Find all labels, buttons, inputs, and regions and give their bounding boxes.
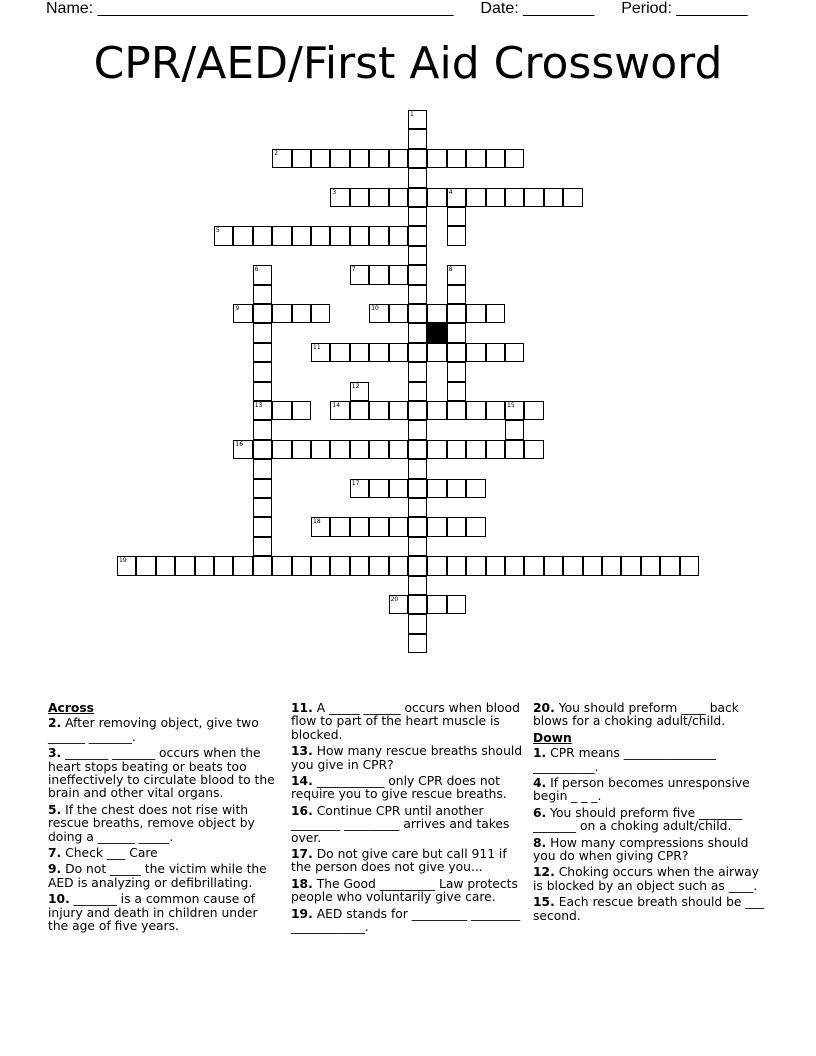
grid-cell[interactable] — [292, 440, 311, 459]
clue-text: The Good _________ Law protects people who voluntarily give care. — [291, 876, 518, 905]
clue-label: 12. — [533, 865, 555, 880]
grid-cell[interactable] — [544, 188, 563, 207]
clue-text: You should preform five _______ _______ on a choking adult/child. — [533, 805, 743, 834]
grid-cell[interactable] — [330, 401, 349, 420]
grid-cell[interactable] — [408, 110, 427, 129]
grid-cell[interactable] — [621, 556, 640, 575]
grid-cell[interactable] — [583, 556, 602, 575]
grid-cell[interactable] — [486, 401, 505, 420]
grid-cell[interactable] — [369, 226, 388, 245]
grid-cell[interactable] — [466, 149, 485, 168]
grid-cell[interactable] — [389, 343, 408, 362]
clue-text: Each rescue breath should be ___ second. — [533, 895, 764, 923]
clue-number: 8 — [448, 266, 453, 274]
clue-number: 6 — [254, 266, 259, 274]
grid-cell[interactable] — [253, 479, 272, 498]
clue-label: 9. — [48, 862, 62, 877]
grid-cell[interactable] — [253, 226, 272, 245]
grid-cell[interactable] — [330, 343, 349, 362]
clue-column-3 — [533, 702, 771, 926]
clue-label: 7. — [48, 846, 62, 861]
grid-cell[interactable] — [253, 556, 272, 575]
grid-cell[interactable] — [330, 556, 349, 575]
grid-cell[interactable] — [253, 401, 272, 420]
grid-cell[interactable] — [427, 304, 446, 323]
grid-cell[interactable] — [272, 304, 291, 323]
grid-cell[interactable] — [427, 188, 446, 207]
grid-cell[interactable] — [369, 440, 388, 459]
across-clue — [291, 702, 523, 742]
grid-cell[interactable] — [408, 226, 427, 245]
grid-cell[interactable] — [408, 343, 427, 362]
grid-cell[interactable] — [369, 517, 388, 536]
grid-cell[interactable] — [563, 556, 582, 575]
clue-text: Do not _____ the victim while the AED is analyzing or defibrillating. — [48, 862, 267, 890]
clue-text: How many rescue breaths should you give in CPR? — [291, 744, 523, 772]
date-field-label: Date: ________ — [480, 0, 595, 17]
grid-cell[interactable] — [408, 246, 427, 265]
grid-cell[interactable] — [505, 440, 524, 459]
grid-cell[interactable] — [272, 401, 291, 420]
grid-cell[interactable] — [408, 498, 427, 517]
clue-text: After removing object, give two ______ _______. — [48, 716, 259, 744]
clue-label: 6. — [533, 805, 547, 820]
grid-cell[interactable] — [350, 517, 369, 536]
down-clue — [533, 837, 771, 864]
grid-cell[interactable] — [447, 304, 466, 323]
across-clue — [48, 847, 280, 860]
clue-number: 5 — [216, 227, 220, 235]
grid-cell[interactable] — [447, 556, 466, 575]
grid-cell[interactable] — [369, 265, 388, 284]
grid-cell[interactable] — [292, 226, 311, 245]
grid-cell[interactable] — [253, 537, 272, 556]
grid-cell[interactable] — [311, 149, 330, 168]
grid-cell[interactable] — [214, 226, 233, 245]
clue-number: 17 — [351, 479, 360, 487]
grid-cell[interactable] — [563, 188, 582, 207]
grid-cell[interactable] — [408, 362, 427, 381]
grid-cell[interactable] — [389, 226, 408, 245]
clue-text: _______ is a common cause of injury and death in children under the age of five years. — [48, 892, 258, 934]
clue-number: 16 — [235, 440, 244, 448]
clue-number: 13 — [254, 402, 263, 409]
clue-number: 20 — [390, 596, 399, 603]
grid-cell[interactable] — [486, 149, 505, 168]
grid-cell[interactable] — [486, 343, 505, 362]
across-clue — [291, 848, 523, 875]
grid-cell[interactable] — [427, 556, 446, 575]
grid-cell[interactable] — [175, 556, 194, 575]
grid-cell[interactable] — [369, 401, 388, 420]
grid-cell[interactable] — [253, 517, 272, 536]
across-clue — [291, 775, 523, 802]
grid-cell[interactable] — [408, 168, 427, 187]
clue-number: 9 — [235, 305, 240, 312]
clue-text: _______ _______ occurs when the heart stops beating or beats too ineffectively to circulate blood to the brain and other vital organs. — [48, 746, 275, 801]
grid-cell[interactable] — [369, 343, 388, 362]
grid-cell[interactable] — [466, 188, 485, 207]
grid-cell[interactable] — [408, 517, 427, 536]
clue-label: 2. — [48, 716, 62, 731]
grid-cell[interactable] — [253, 382, 272, 401]
grid-cell[interactable] — [447, 382, 466, 401]
grid-cell[interactable] — [408, 285, 427, 304]
grid-cell[interactable] — [292, 304, 311, 323]
grid-cell[interactable] — [253, 323, 272, 342]
clue-label: 8. — [533, 835, 547, 850]
grid-cell[interactable] — [253, 420, 272, 439]
across-clue — [48, 804, 280, 844]
grid-cell[interactable] — [447, 401, 466, 420]
grid-cell[interactable] — [524, 440, 543, 459]
grid-cell[interactable] — [408, 595, 427, 614]
grid-cell[interactable] — [466, 401, 485, 420]
grid-cell[interactable] — [408, 537, 427, 556]
clue-text: A _____ ______ occurs when blood flow to part of the heart muscle is blocked. — [291, 701, 520, 742]
clue-label: 10. — [48, 892, 70, 907]
clue-number: 7 — [351, 266, 356, 274]
grid-cell[interactable] — [369, 479, 388, 498]
grid-cell[interactable] — [408, 304, 427, 323]
clue-number: 1 — [410, 111, 414, 118]
grid-cell[interactable] — [524, 188, 543, 207]
grid-cell[interactable] — [311, 556, 330, 575]
grid-cell[interactable] — [292, 401, 311, 420]
grid-cell[interactable] — [330, 226, 349, 245]
down-clue — [533, 807, 771, 834]
clue-text: Choking occurs when the airway is blocked by an object such as ____. — [533, 865, 759, 893]
grid-cell[interactable] — [195, 556, 214, 575]
down-heading: Down — [533, 730, 572, 745]
grid-cell[interactable] — [427, 479, 446, 498]
grid-cell[interactable] — [660, 556, 679, 575]
grid-cell[interactable] — [427, 517, 446, 536]
grid-cell[interactable] — [408, 129, 427, 148]
grid-cell[interactable] — [350, 226, 369, 245]
grid-cell[interactable] — [389, 265, 408, 284]
grid-cell[interactable] — [408, 401, 427, 420]
grid-cell[interactable] — [505, 188, 524, 207]
grid-cell[interactable] — [447, 265, 466, 284]
clue-label: 5. — [48, 802, 62, 817]
grid-cell[interactable] — [447, 517, 466, 536]
grid-cell[interactable] — [350, 401, 369, 420]
grid-cell[interactable] — [680, 556, 699, 575]
grid-cell[interactable] — [253, 440, 272, 459]
grid-cell[interactable] — [253, 304, 272, 323]
grid-cell[interactable] — [408, 323, 427, 342]
grid-cell[interactable] — [408, 614, 427, 633]
clue-text: If the chest does not rise with rescue breaths, remove object by doing a ______ _____. — [48, 802, 255, 844]
page-title: CPR/AED/First Aid Crossword — [93, 38, 723, 89]
grid-cell[interactable] — [427, 401, 446, 420]
clue-label: 17. — [291, 847, 313, 862]
clue-label: 16. — [291, 803, 313, 818]
grid-cell[interactable] — [486, 188, 505, 207]
grid-cell[interactable] — [427, 149, 446, 168]
clue-text: You should preform ____ back blows for a choking adult/child. — [533, 701, 739, 729]
grid-cell[interactable] — [505, 149, 524, 168]
grid-cell[interactable] — [253, 362, 272, 381]
across-clue — [533, 702, 771, 729]
clue-column-1 — [48, 702, 280, 937]
grid-cell[interactable] — [272, 440, 291, 459]
grid-cell[interactable] — [427, 440, 446, 459]
grid-cell[interactable] — [233, 556, 252, 575]
clue-label: 20. — [533, 701, 555, 715]
clue-label: 1. — [533, 746, 547, 761]
grid-cell[interactable] — [466, 556, 485, 575]
period-field-label: Period: ________ — [621, 0, 748, 17]
grid-cell[interactable] — [350, 382, 369, 401]
clue-number: 19 — [119, 557, 127, 565]
across-clue — [291, 805, 523, 845]
down-clue — [533, 747, 771, 774]
grid-cell[interactable] — [447, 362, 466, 381]
grid-cell[interactable] — [505, 556, 524, 575]
across-heading: Across — [48, 701, 94, 715]
clue-text: CPR means _______________ __________. — [533, 746, 717, 774]
clue-label: 15. — [533, 895, 555, 910]
grid-cell[interactable] — [408, 188, 427, 207]
grid-cell[interactable] — [408, 265, 427, 284]
clue-number: 3 — [332, 188, 337, 196]
grid-cell[interactable] — [447, 207, 466, 226]
grid-cell[interactable] — [408, 634, 427, 653]
grid-cell[interactable] — [408, 576, 427, 595]
grid-cell[interactable] — [524, 556, 543, 575]
clue-text: AED stands for _________ ________ ____________. — [291, 906, 521, 935]
grid-cell[interactable] — [292, 149, 311, 168]
grid-cell[interactable] — [466, 343, 485, 362]
grid-cell[interactable] — [369, 188, 388, 207]
grid-cell[interactable] — [369, 149, 388, 168]
grid-cell[interactable] — [350, 479, 369, 498]
grid-cell[interactable] — [350, 556, 369, 575]
grid-cell[interactable] — [253, 285, 272, 304]
name-field-label: Name: ________________________________________ — [46, 0, 454, 17]
grid-cell[interactable] — [447, 285, 466, 304]
grid-cell[interactable] — [350, 188, 369, 207]
grid-cell[interactable] — [389, 188, 408, 207]
clue-text: If person becomes unresponsive begin _ _ _. — [533, 776, 750, 804]
grid-cell[interactable] — [389, 595, 408, 614]
grid-cell[interactable] — [311, 440, 330, 459]
grid-cell[interactable] — [408, 382, 427, 401]
clue-text: How many compressions should you do when giving CPR? — [533, 835, 749, 864]
grid-cell[interactable] — [389, 304, 408, 323]
clue-number: 2 — [274, 149, 279, 157]
clue-text: Do not give care but call 911 if the person does not give you... — [291, 847, 507, 875]
clue-label: 11. — [291, 701, 313, 715]
grid-cell[interactable] — [447, 323, 466, 342]
grid-cell[interactable] — [486, 304, 505, 323]
grid-cell[interactable] — [369, 556, 388, 575]
grid-cell[interactable] — [292, 556, 311, 575]
across-clue — [48, 717, 280, 744]
grid-cell[interactable] — [117, 556, 136, 575]
grid-cell[interactable] — [505, 343, 524, 362]
across-clue — [48, 747, 280, 801]
clue-label: 19. — [291, 906, 313, 921]
across-clue — [291, 908, 523, 935]
clue-label: 14. — [291, 774, 313, 789]
clue-number: 12 — [351, 382, 360, 390]
grid-cell[interactable] — [466, 479, 485, 498]
down-clue — [533, 777, 771, 804]
grid-cell[interactable] — [272, 556, 291, 575]
clue-label: 4. — [533, 776, 547, 791]
grid-cell[interactable] — [233, 440, 252, 459]
grid-cell[interactable] — [330, 149, 349, 168]
clue-column-2 — [291, 702, 523, 938]
grid-cell[interactable] — [233, 226, 252, 245]
grid-cell[interactable] — [311, 343, 330, 362]
grid-cell[interactable] — [447, 440, 466, 459]
grid-cell[interactable] — [272, 226, 291, 245]
grid-cell[interactable] — [408, 149, 427, 168]
grid-cell[interactable] — [389, 517, 408, 536]
grid-cell[interactable] — [544, 556, 563, 575]
down-clue — [533, 866, 771, 893]
grid-cell[interactable] — [350, 343, 369, 362]
grid-cell[interactable] — [311, 304, 330, 323]
down-clue — [533, 896, 771, 923]
grid-cell[interactable] — [505, 401, 524, 420]
grid-cell[interactable] — [408, 556, 427, 575]
grid-cell[interactable] — [330, 440, 349, 459]
grid-cell[interactable] — [408, 420, 427, 439]
grid-cell[interactable] — [389, 440, 408, 459]
grid-cell[interactable] — [602, 556, 621, 575]
clue-number: 14 — [332, 402, 341, 409]
grid-cell[interactable] — [136, 556, 155, 575]
grid-cell[interactable] — [427, 343, 446, 362]
grid-cell[interactable] — [253, 459, 272, 478]
grid-cell[interactable] — [233, 304, 252, 323]
clue-label: 13. — [291, 744, 313, 759]
clue-number: 18 — [313, 518, 321, 526]
grid-cell[interactable] — [447, 479, 466, 498]
grid-cell[interactable] — [350, 149, 369, 168]
grid-cell[interactable] — [486, 440, 505, 459]
grid-cell[interactable] — [408, 440, 427, 459]
grid-cell[interactable] — [486, 556, 505, 575]
grid-cell[interactable] — [641, 556, 660, 575]
grid-cell[interactable] — [524, 401, 543, 420]
grid-cell[interactable] — [350, 265, 369, 284]
clue-number: 10 — [371, 305, 379, 312]
clue-number: 11 — [313, 343, 321, 351]
grid-cell[interactable] — [408, 479, 427, 498]
across-clue — [291, 878, 523, 905]
clue-label: 18. — [291, 876, 313, 891]
grid-cell[interactable] — [447, 226, 466, 245]
grid-cell[interactable] — [427, 595, 446, 614]
grid-cell[interactable] — [466, 440, 485, 459]
grid-cell[interactable] — [408, 207, 427, 226]
clue-number: 4 — [448, 188, 453, 196]
across-clue — [48, 863, 280, 890]
clue-text: Check ___ Care — [61, 846, 158, 861]
grid-cell[interactable] — [156, 556, 175, 575]
grid-cell[interactable] — [330, 188, 349, 207]
grid-cell[interactable] — [311, 226, 330, 245]
grid-cell[interactable] — [350, 440, 369, 459]
grid-cell[interactable] — [311, 517, 330, 536]
grid-cell[interactable] — [253, 343, 272, 362]
grid-cell[interactable] — [330, 517, 349, 536]
grid-cell[interactable] — [466, 304, 485, 323]
across-clue — [48, 893, 280, 933]
grid-cell[interactable] — [253, 265, 272, 284]
grid-cell[interactable] — [253, 498, 272, 517]
clue-label: 3. — [48, 746, 62, 761]
across-clue — [291, 745, 523, 772]
grid-cell[interactable] — [408, 459, 427, 478]
grid-cell[interactable] — [389, 556, 408, 575]
grid-cell[interactable] — [369, 304, 388, 323]
grid-cell[interactable] — [272, 149, 291, 168]
grid-cell[interactable] — [447, 188, 466, 207]
grid-cell[interactable] — [447, 149, 466, 168]
grid-cell[interactable] — [505, 420, 524, 439]
clue-text: ___________ only CPR does not require you to give rescue breaths. — [291, 774, 507, 802]
grid-cell[interactable] — [447, 595, 466, 614]
grid-block — [427, 323, 446, 342]
grid-cell[interactable] — [389, 479, 408, 498]
grid-cell[interactable] — [389, 401, 408, 420]
grid-cell[interactable] — [466, 517, 485, 536]
clue-text: Continue CPR until another ________ _________ arrives and takes over. — [291, 803, 510, 845]
grid-cell[interactable] — [389, 149, 408, 168]
grid-cell[interactable] — [214, 556, 233, 575]
grid-cell[interactable] — [447, 343, 466, 362]
clue-number: 15 — [507, 402, 515, 409]
